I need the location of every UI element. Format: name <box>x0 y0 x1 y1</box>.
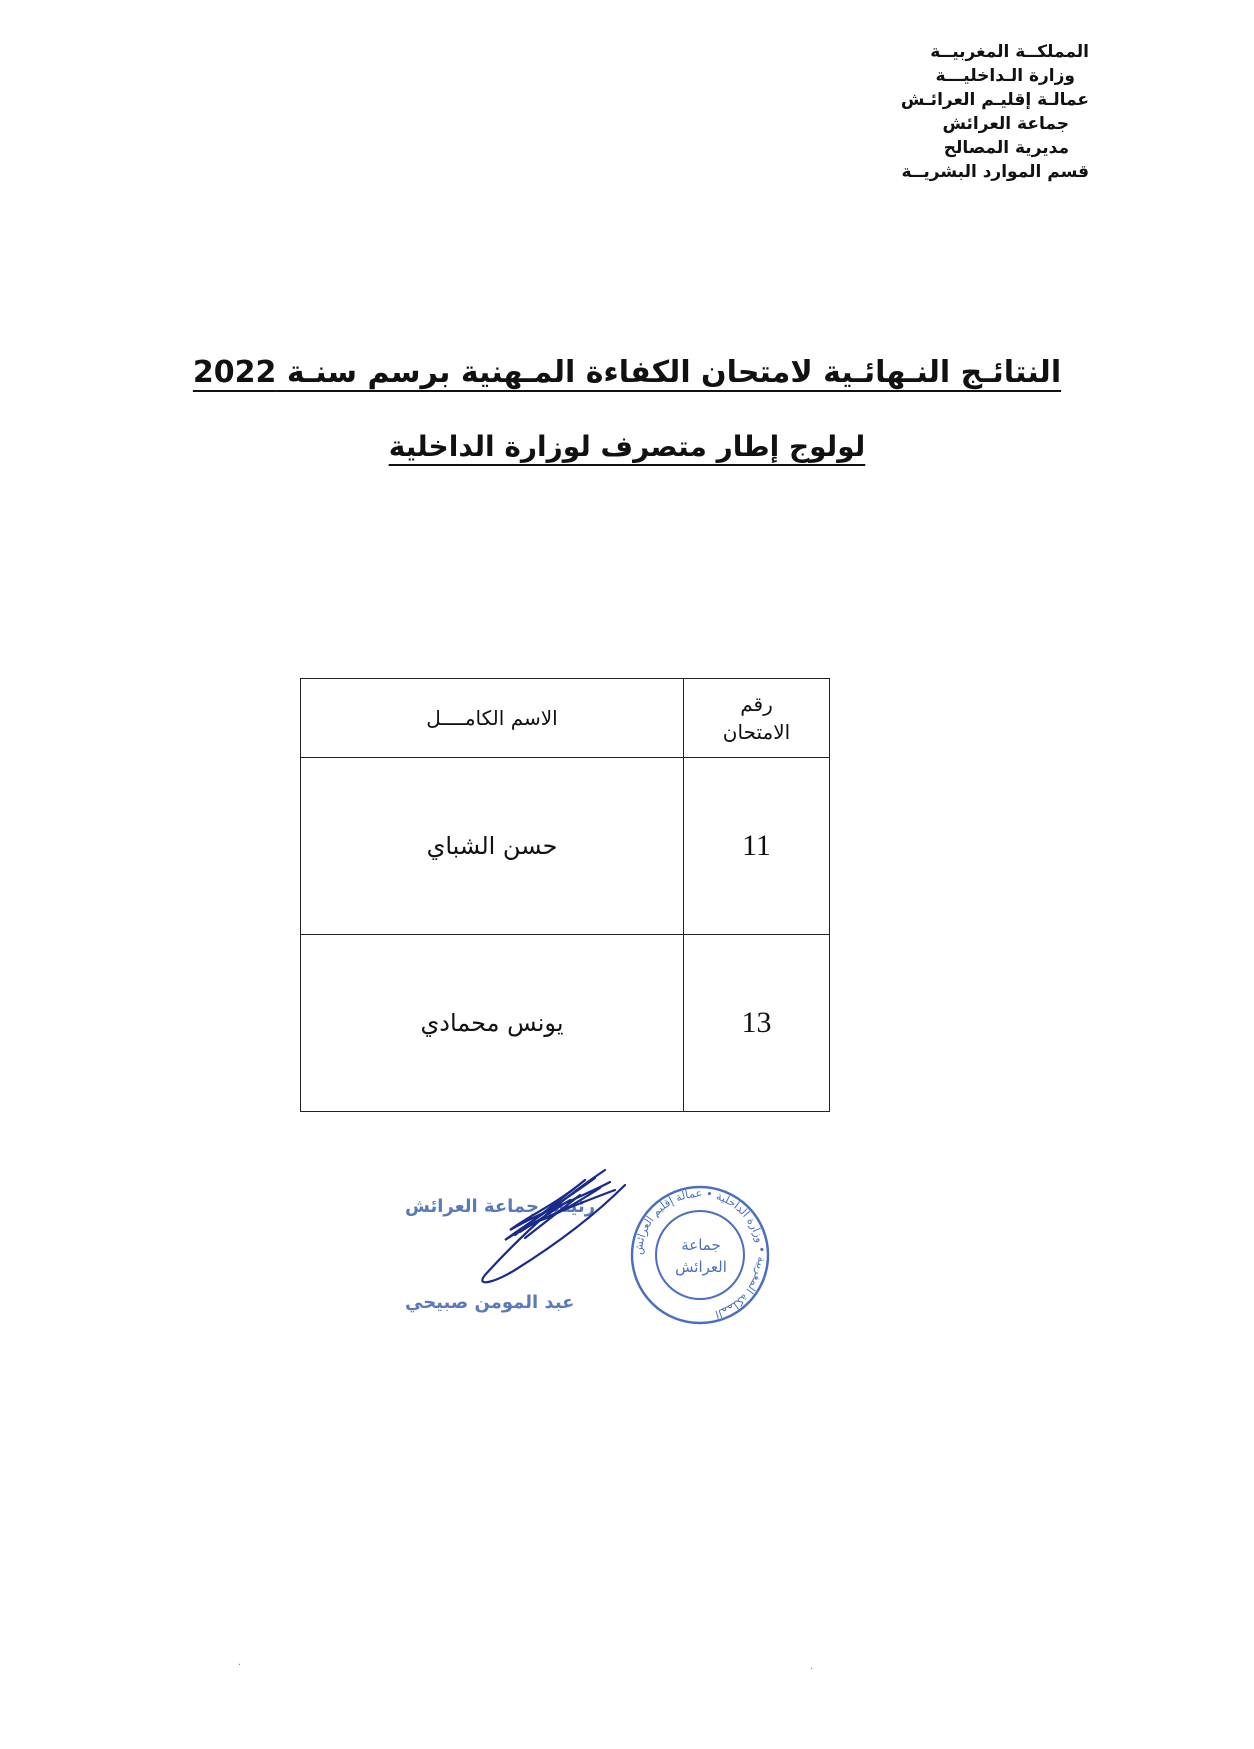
stamp-center-line1: جماعة <box>681 1236 721 1254</box>
exam-number-header <box>684 679 830 758</box>
handwritten-signature <box>455 1160 635 1300</box>
header-line-kingdom: المملكــة المغربيــة <box>930 42 1089 62</box>
administrative-header <box>829 40 1089 184</box>
stamp-center-line2: العرائش <box>675 1258 727 1276</box>
exam-number-header-line2: الامتحان <box>722 720 791 744</box>
results-table <box>300 678 830 1112</box>
signatory-name: عبد المومن صبيحي <box>405 1292 575 1313</box>
exam-number-cell: 13 <box>684 935 830 1112</box>
stamp-center-text <box>660 1234 742 1278</box>
full-name-cell: يونس محمادي <box>301 935 684 1112</box>
table-row <box>301 758 830 935</box>
header-line-prefecture: عمالـة إقليـم العرائـش <box>900 90 1089 110</box>
header-line-commune: جماعة العرائش <box>942 114 1069 134</box>
full-name-header: الاسم الكامــــل <box>301 679 684 758</box>
header-line-ministry: وزارة الـداخليـــة <box>935 66 1075 86</box>
table-row <box>301 935 830 1112</box>
header-line-directorate: مديرية المصالح <box>943 138 1069 158</box>
header-line-hr-division: قسم الموارد البشريــة <box>901 162 1089 182</box>
signatory-title: رئيس جماعة العرائش <box>405 1196 596 1217</box>
scan-speck: · <box>238 1660 242 1671</box>
table-header-row <box>301 679 830 758</box>
stamp-ring-text: المملكة المغربية • وزارة الداخلية • عمالة إقليم العرائش <box>631 1186 769 1321</box>
full-name-cell: حسن الشباي <box>301 758 684 935</box>
document-subtitle-text: لولوج إطار متصرف لوزارة الداخلية <box>388 430 866 463</box>
exam-number-header-line1: رقم <box>740 692 773 716</box>
scan-speck: · <box>810 1664 814 1675</box>
document-title <box>0 355 1254 390</box>
document-title-text: النتائـج النـهائـية لامتحان الكفاءة المـهنية برسم سنـة 2022 <box>192 355 1062 390</box>
exam-number-cell: 11 <box>684 758 830 935</box>
document-subtitle <box>0 430 1254 463</box>
